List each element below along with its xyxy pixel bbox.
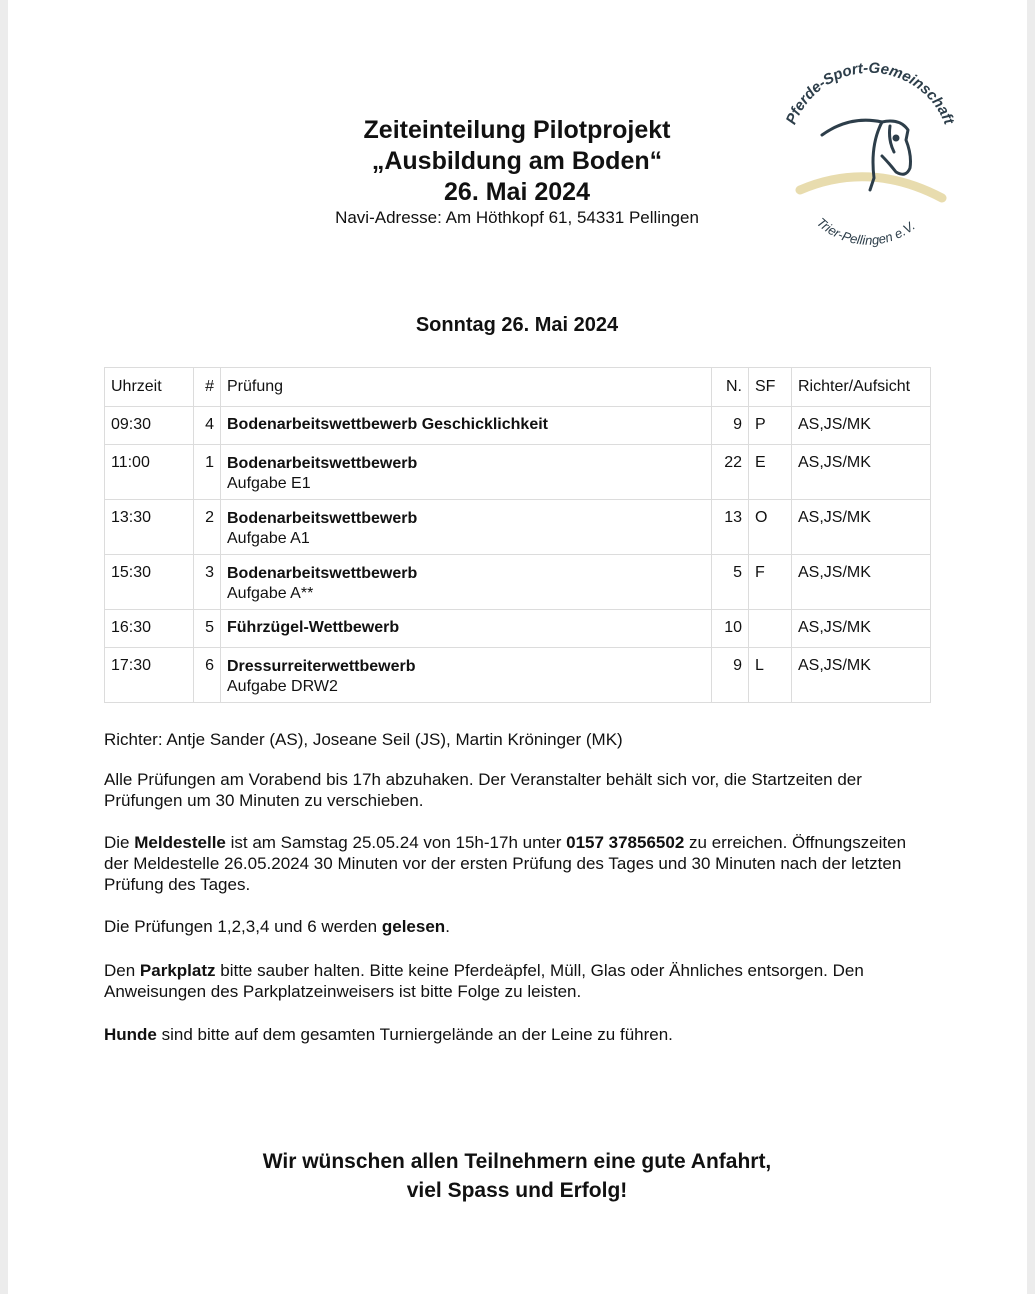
row-test: [221, 407, 712, 445]
row-sf: P: [749, 407, 792, 445]
table-row: [105, 555, 931, 610]
row-sf: E: [749, 445, 792, 500]
row-time: 16:30: [105, 610, 194, 648]
closing-line-1: Wir wünschen allen Teilnehmern eine gute Anfahrt,: [262, 1150, 772, 1173]
schedule-table: [104, 367, 931, 703]
office-label: Meldestelle: [134, 833, 226, 852]
row-test: [221, 648, 712, 703]
dogs-keyword: Hunde: [104, 1025, 157, 1044]
row-test-name: Führzügel-Wettbewerb: [227, 619, 400, 636]
row-test-task: Aufgabe E1: [227, 475, 311, 492]
reading-note-text: Die Prüfungen 1,2,3,4 und 6 werden: [104, 917, 382, 936]
row-judges: AS,JS/MK: [792, 445, 931, 500]
office-note-text: ist am Samstag 25.05.24 von 15h-17h unter: [225, 833, 567, 852]
header-number: #: [194, 368, 221, 407]
row-test: [221, 500, 712, 555]
office-note-text: Die: [104, 833, 135, 852]
table-row: [105, 407, 931, 445]
dogs-note: [104, 1024, 934, 1045]
title-line-2: „Ausbildung am Boden“: [371, 147, 663, 175]
row-time: 15:30: [105, 555, 194, 610]
row-test-name: Bodenarbeitswettbewerb Geschicklichkeit: [227, 416, 548, 433]
row-sf: O: [749, 500, 792, 555]
row-judges: AS,JS/MK: [792, 610, 931, 648]
row-number: 4: [194, 407, 221, 445]
row-entries: 10: [712, 610, 749, 648]
row-number: 3: [194, 555, 221, 610]
table-row: [105, 610, 931, 648]
logo-bottom-text: Trier-Pellingen e.V.: [813, 214, 918, 248]
row-test: [221, 445, 712, 500]
row-judges: AS,JS/MK: [792, 555, 931, 610]
row-entries: 22: [712, 445, 749, 500]
header-time: Uhrzeit: [105, 368, 194, 407]
row-entries: 13: [712, 500, 749, 555]
logo-top-text: Pferde-Sport-Gemeinschaft: [782, 60, 958, 127]
row-sf: F: [749, 555, 792, 610]
row-number: 5: [194, 610, 221, 648]
judges-note: Richter: Antje Sander (AS), Joseane Seil (JS), Martin Kröninger (MK): [104, 730, 623, 749]
navigation-address: Navi-Adresse: Am Höthkopf 61, 54331 Pellingen: [335, 208, 699, 227]
row-judges: AS,JS/MK: [792, 500, 931, 555]
row-test-name: Bodenarbeitswettbewerb: [227, 510, 418, 527]
reading-note-text: .: [445, 917, 450, 936]
row-test-name: Bodenarbeitswettbewerb: [227, 565, 418, 582]
row-test-task: Aufgabe A**: [227, 585, 314, 602]
day-heading: Sonntag 26. Mai 2024: [415, 314, 619, 336]
parking-keyword: Parkplatz: [139, 961, 216, 980]
row-time: 17:30: [105, 648, 194, 703]
closing-message: [167, 1147, 867, 1205]
closing-line-2: viel Spass und Erfolg!: [406, 1179, 628, 1202]
title-line-3: 26. Mai 2024: [444, 178, 590, 206]
row-time: 11:00: [105, 445, 194, 500]
row-time: 09:30: [105, 407, 194, 445]
table-row: [105, 500, 931, 555]
row-test: [221, 610, 712, 648]
document-title: [217, 115, 817, 208]
table-row: [105, 445, 931, 500]
row-entries: 5: [712, 555, 749, 610]
row-entries: 9: [712, 648, 749, 703]
row-sf: [749, 610, 792, 648]
row-test-name: Bodenarbeitswettbewerb: [227, 455, 418, 472]
row-test-task: Aufgabe A1: [227, 530, 310, 547]
parking-note-text: bitte sauber halten. Bitte keine Pferdeäpfel, Müll, Glas oder Ähnliches entsorgen. Den Anweisungen des Parkplatzeinweisers ist bitte Folge zu leisten.: [104, 961, 864, 1001]
parking-note-text: Den: [104, 961, 140, 980]
row-entries: 9: [712, 407, 749, 445]
row-judges: AS,JS/MK: [792, 407, 931, 445]
row-number: 2: [194, 500, 221, 555]
row-sf: L: [749, 648, 792, 703]
title-line-1: Zeiteinteilung Pilotprojekt: [363, 116, 671, 144]
row-test-task: Aufgabe DRW2: [227, 678, 338, 695]
row-number: 1: [194, 445, 221, 500]
row-test: [221, 555, 712, 610]
office-note-text: zu erreichen. Öffnungszeiten der Meldestelle 26.05.2024 30 Minuten vor der ersten Prüfung des Tages und 30 Minuten nach der letzten Prüfung des Tages.: [104, 833, 907, 894]
table-row: [105, 648, 931, 703]
row-test-name: Dressurreiterwettbewerb: [227, 658, 416, 675]
header-test: Prüfung: [221, 368, 712, 407]
header-entries: N.: [712, 368, 749, 407]
row-number: 6: [194, 648, 221, 703]
office-note: [104, 832, 934, 895]
club-logo: [770, 60, 970, 260]
parking-note: [104, 960, 934, 1002]
reading-note: [104, 916, 934, 937]
table-header-row: [105, 368, 931, 407]
dogs-note-text: sind bitte auf dem gesamten Turniergelände an der Leine zu führen.: [156, 1025, 673, 1044]
office-phone: 0157 37856502: [566, 833, 685, 852]
header-judges: Richter/Aufsicht: [792, 368, 931, 407]
row-judges: AS,JS/MK: [792, 648, 931, 703]
row-time: 13:30: [105, 500, 194, 555]
reading-keyword: gelesen: [381, 917, 446, 936]
timing-note: Alle Prüfungen am Vorabend bis 17h abzuhaken. Der Veranstalter behält sich vor, die Startzeiten der Prüfungen um 30 Minuten zu verschieben.: [104, 770, 862, 810]
header-sf: SF: [749, 368, 792, 407]
